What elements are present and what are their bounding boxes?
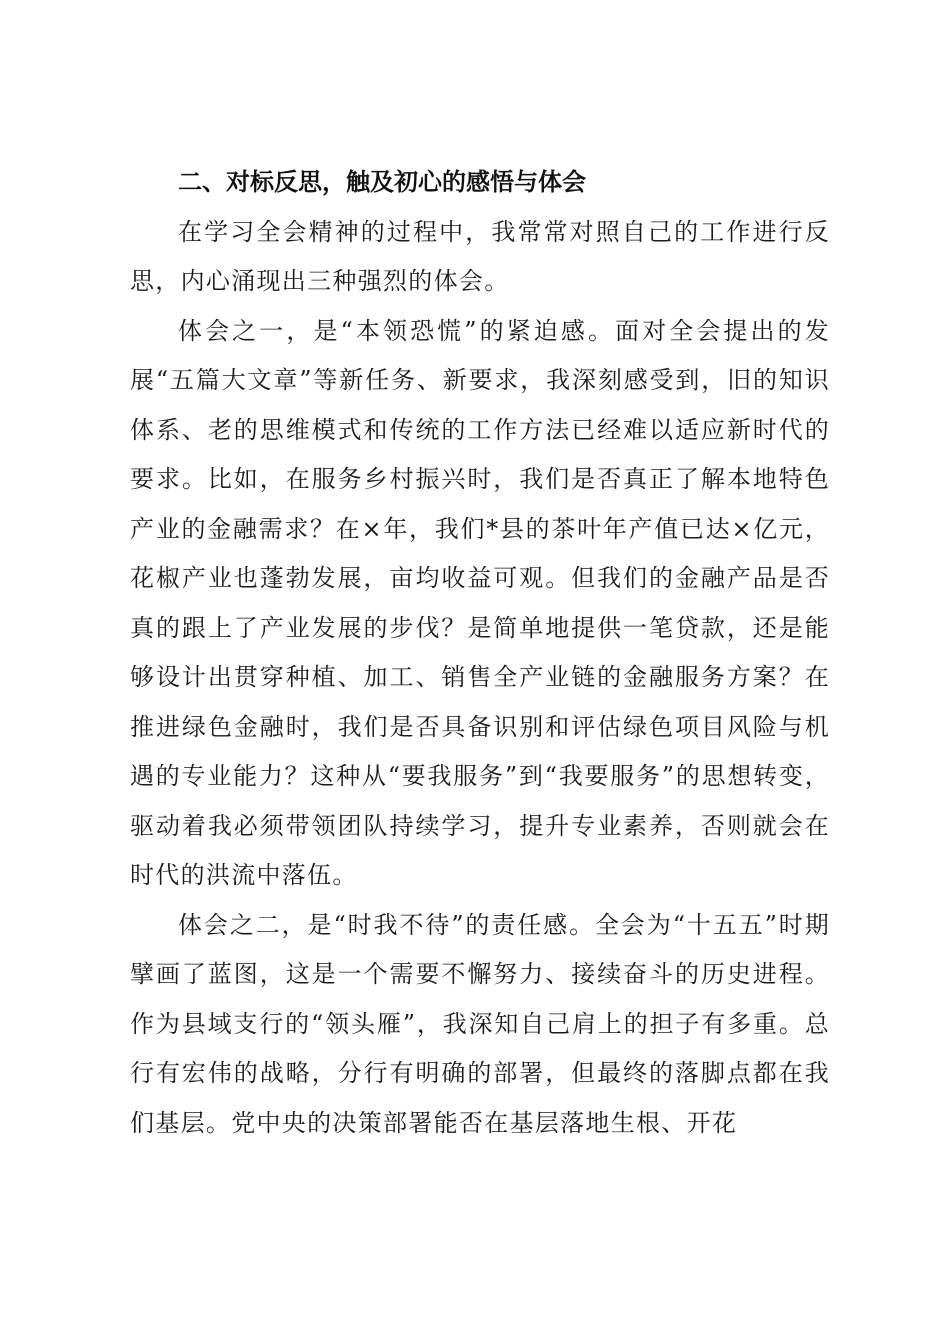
document-body [130, 158, 830, 1148]
paragraph-experience-one: 体会之一，是“本领恐慌”的紧迫感。面对全会提出的发展“五篇大文章”等新任务、新要求，我深刻感受到，旧的知识体系、老的思维模式和传统的工作方法已经难以适应新时代的要求。比如，在服务乡村振兴时，我们是否真正了解本地特色产业的金融需求？在×年，我们*县的茶叶年产值已达×亿元，花椒产业也蓬勃发展，亩均收益可观。但我们的金融产品是否真的跟上了产业发展的步伐？是简单地提供一笔贷款，还是能够设计出贯穿种植、加工、销售全产业链的金融服务方案？在推进绿色金融时，我们是否具备识别和评估绿色项目风险与机遇的专业能力？这种从“要我服务”到“我要服务”的思想转变，驱动着我必须带领团队持续学习，提升专业素养，否则就会在时代的洪流中落伍。 [130, 316, 830, 889]
paragraph-experience-two: 体会之二，是“时我不待”的责任感。全会为“十五五”时期擘画了蓝图，这是一个需要不懈努力、接续奋斗的历史进程。作为县域支行的“领头雁”，我深知自己肩上的担子有多重。总行有宏伟的战略，分行有明确的部署，但最终的落脚点都在我们基层。党中央的决策部署能否在基层落地生根、开花 [130, 910, 830, 1137]
paragraph-intro: 在学习全会精神的过程中，我常常对照自己的工作进行反思，内心涌现出三种强烈的体会。 [130, 217, 830, 295]
section-heading: 二、对标反思，触及初心的感悟与体会 [178, 168, 586, 196]
